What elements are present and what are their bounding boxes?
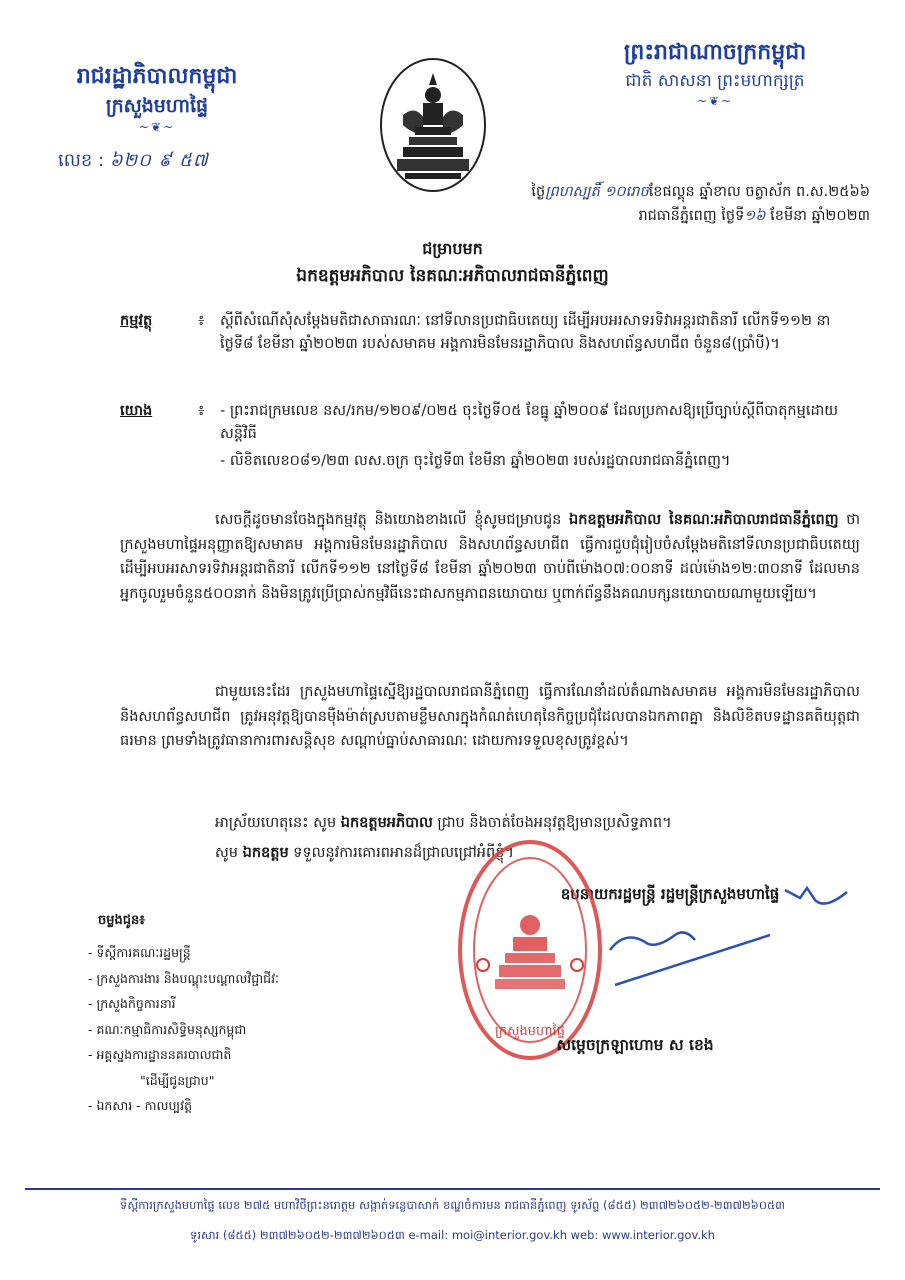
footer-address: ទីស្ដីការក្រសួងមហាផ្ទៃ លេខ ២៧៥ មហាវិថីព្រះនរោត្តម សង្កាត់ទន្លេបាសាក់ ខណ្ឌចំការមន រាជធានីភ្នំពេញ ទូរស័ព្ទ (៨៥៥) ២៣៧២៦០៥២-២៣៧២៦០៥៣ (120, 1198, 785, 1212)
p1-bold-addressee: ឯកឧត្តមអភិបាល នៃគណៈអភិបាលរាជធានីភ្នំពេញ (569, 512, 839, 528)
lunar-rest: ខែផល្គុន ឆ្នាំខាល ចត្វាស័ក ព.ស.២៥៦៦ (648, 184, 870, 200)
addressee-title: ឯកឧត្តមអភិបាល នៃគណៈអភិបាលរាជធានីភ្នំពេញ (296, 266, 609, 286)
reference-item-1: - ព្រះរាជក្រមលេខ នស/រកម/១២០៩/០២៥ ចុះថ្ងៃទី០៥ ខែធ្នូ ឆ្នាំ២០០៩ ដែលប្រកាសឱ្យប្រើច្បាប់ស្ដីពីបាតុកម្មដោយសន្តិវិធី (220, 403, 839, 442)
cc-title: ចម្លងជូន៖ (98, 913, 145, 928)
cc-item: - ក្រសួងកិច្ចការនារី (88, 996, 176, 1011)
signatory-name: សម្ដេចក្រឡាហោម ស ខេង (556, 1036, 714, 1054)
closing-line-1 (215, 810, 855, 836)
p1-text-b: ថា ក្រសួងមហាផ្ទៃអនុញ្ញាតឱ្យសមាគម អង្គការមិនមែនរដ្ឋាភិបាល និងសហព័ន្ធសហជីព ធ្វើការជួបជុំរៀបចំសម្ដែងមតិនៅទីលានប្រជាធិបតេយ្យ ដើម្បីអបអរសាទរទិវាអន្តរជាតិនារី លើកទី១១២ នៅថ្ងៃទី៨ ខែមីនា ឆ្នាំ២០២៣ ចាប់ពីម៉ោង០៧:០០នាទី ដល់ម៉ោង១២:៣០នាទី ដែលមានអ្នកចូលរួមចំនួន៥០០នាក់ និងមិនត្រូវប្រើប្រាស់កម្មវិធីនេះជាសកម្មភាពនយោបាយ ឬពាក់ព័ន្ធនឹងគណបក្សនយោបាយណាមួយឡើយ។ (120, 512, 861, 602)
ornament-divider-icon: ~❦~ (138, 120, 176, 134)
subject-colon: ៖ (198, 313, 205, 329)
closing1-a: អាស្រ័យហេតុនេះ សូម (215, 815, 337, 831)
subject-text: ស្ដីពីសំណើសុំសម្ដែងមតិជាសាធារណៈ នៅទីលានប្រជាធិបតេយ្យ ដើម្បីអបអរសាទរទិវាអន្តរជាតិនារី លើកទី១១២ នាថ្ងៃទី៨ ខែមីនា ឆ្នាំ២០២៣ របស់សមាគម អង្គការមិនមែនរដ្ឋាភិបាល និងសហព័ន្ធសហជីព ចំនួន៨(ប្រាំបី)។ (220, 313, 831, 352)
p2-text: ជាមួយនេះដែរ ក្រសួងមហាផ្ទៃស្នើឱ្យរដ្ឋបាលរាជធានីភ្នំពេញ ធ្វើការណែនាំដល់តំណាងសមាគម អង្គការមិនមែនរដ្ឋាភិបាល និងសហព័ន្ធសហជីព ត្រូវអនុវត្តឱ្យបានម៉ឺងម៉ាត់ស្របតាមខ្លឹមសារក្នុងកំណត់ហេតុនៃកិច្ចប្រជុំដែលបានឯកភាពគ្នា និងលិខិតបទដ្ឋានគតិយុត្តជាធរមាន ព្រមទាំងត្រូវធានាការពារសន្តិសុខ សណ្ដាប់ធ្នាប់សាធារណៈ ដោយការទទួលខុសត្រូវខ្ពស់។ (120, 684, 860, 749)
lunar-date (520, 180, 870, 204)
cc-list (88, 940, 279, 1119)
reference-number (58, 148, 209, 174)
subject-field (120, 310, 860, 356)
footer-contact: ទូរសារ (៨៥៥) ២៣៧២៦០៥២-២៣៧២៦០៥៣ e-mail: moi@interior.gov.kh web: www.interior.gov.kh (190, 1228, 715, 1242)
closing2-bold: ឯកឧត្តម (242, 845, 289, 861)
lunar-prefix: ថ្ងៃ (531, 184, 546, 200)
signatory-title: ឧបនាយករដ្ឋមន្ត្រី រដ្ឋមន្ត្រីក្រសួងមហាផ្ទៃ (560, 885, 780, 903)
solar-prefix: រាជធានីភ្នំពេញ ថ្ងៃទី (638, 208, 745, 224)
closing2-b: ទទួលនូវការគោរពអានដ៏ជ្រាលជ្រៅអំពីខ្ញុំ។ (293, 845, 514, 861)
closing1-b: ជ្រាប និងចាត់ចែងអនុវត្តឱ្យមានប្រសិទ្ធភាព។ (437, 815, 672, 831)
document-date (520, 180, 870, 228)
footer-divider (25, 1188, 880, 1190)
cc-item: - គណៈកម្មាធិការសិទ្ធិមនុស្សកម្ពុជា (88, 1021, 247, 1037)
subject-label: កម្មវត្ថុ (120, 313, 153, 329)
royal-emblem-icon (375, 55, 491, 195)
solar-day: ១៦ (744, 208, 766, 224)
ministry-seal-icon (455, 835, 605, 1065)
body-paragraph-2 (120, 680, 860, 754)
ministry-header (42, 62, 272, 134)
ref-label: លេខ : (58, 150, 105, 171)
p1-text-a: សេចក្ដីដូចមានចែងក្នុងកម្មវត្ថុ និងយោងខាងលើ ខ្ញុំសូមជម្រាបជូន (215, 512, 562, 528)
addressee-greeting: ជម្រាបមក (422, 239, 483, 258)
solar-rest: ខែមីនា ឆ្នាំ២០២៣ (770, 208, 870, 224)
closing1-bold: ឯកឧត្តមអភិបាល (340, 815, 433, 831)
closing2-a: សូម (215, 845, 239, 861)
government-name: រាជរដ្ឋាភិបាលកម្ពុជា (76, 64, 238, 89)
ornament-divider-icon: ~❦~ (696, 94, 734, 108)
reference-colon: ៖ (198, 403, 205, 419)
solar-date (520, 204, 870, 228)
cc-note: "ដើម្បីជូនជ្រាប" (140, 1072, 215, 1088)
seal-text: ក្រសួងមហាផ្ទៃ (495, 1024, 565, 1039)
reference-label: យោង (120, 403, 153, 419)
cc-archive: - ឯកសារ - កាលប្បវត្តិ (88, 1098, 193, 1113)
reference-item-2: - លិខិតលេខ០៨១/២៣ លស.ចក្រ ចុះថ្ងៃទី៣ ខែមីនា ឆ្នាំ២០២៣ របស់រដ្ឋបាលរាជធានីភ្នំពេញ។ (220, 453, 731, 469)
lunar-day: ព្រហស្បតិ៍ ១០រោច (545, 184, 649, 200)
kingdom-motto: ជាតិ សាសនា ព្រះមហាក្សត្រ (625, 71, 805, 91)
cc-item: - ក្រសួងការងារ និងបណ្ដុះបណ្ដាលវិជ្ជាជីវៈ (88, 970, 279, 986)
ministry-name: ក្រសួងមហាផ្ទៃ (105, 95, 209, 117)
addressee (0, 236, 905, 290)
reference-field (120, 400, 860, 473)
ref-number: ៦២០ ៩ ៥៧ (109, 150, 209, 171)
cc-item: - ទីស្ដីការគណៈរដ្ឋមន្ត្រី (88, 945, 191, 960)
kingdom-header (590, 38, 840, 108)
body-paragraph-1 (120, 508, 860, 606)
cc-item: - អគ្គស្នងការដ្ឋាននគរបាលជាតិ (88, 1047, 232, 1062)
handwritten-signature-icon (585, 880, 885, 990)
kingdom-name: ព្រះរាជាណាចក្រកម្ពុជា (623, 40, 807, 65)
